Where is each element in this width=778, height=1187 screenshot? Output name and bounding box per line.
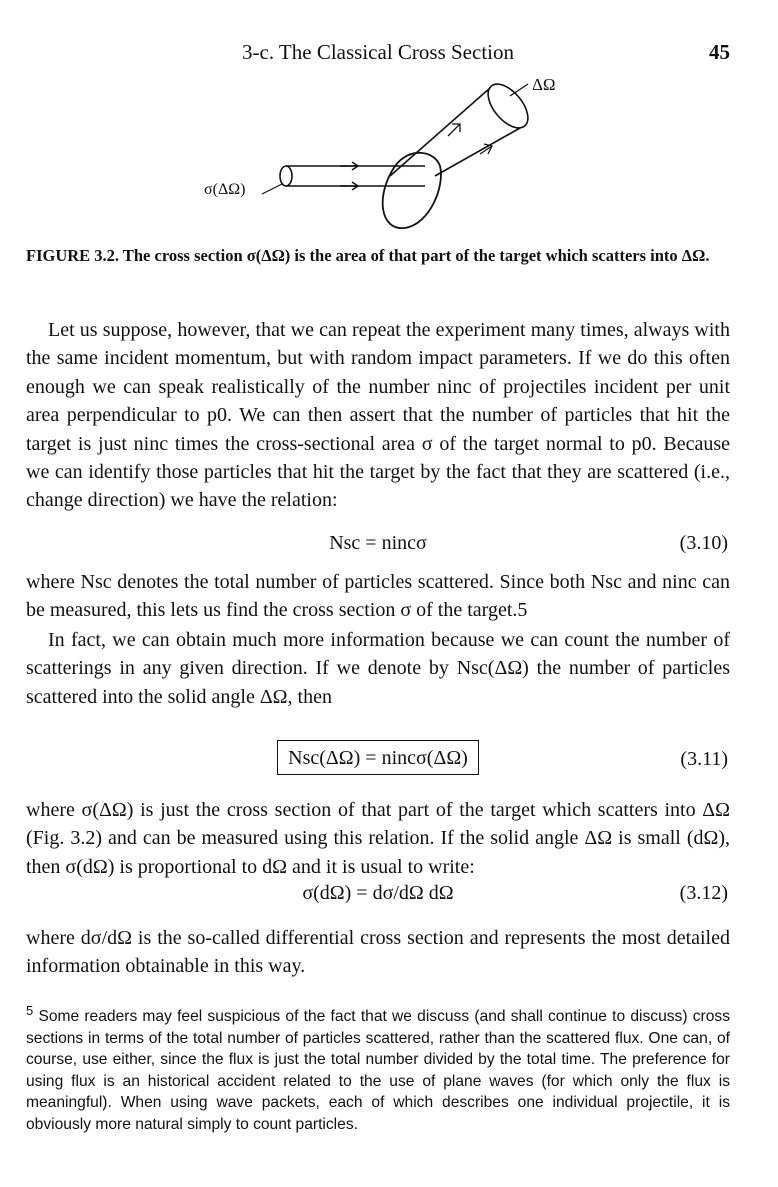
paragraph-1 <box>26 316 730 515</box>
paragraph-1-text: Let us suppose, however, that we can repeat the experiment many times, always with the same incident momentum, but with random impact parameters. If we do this often enough we can speak realistically of the number ninc of projectiles incident per unit area perpendicular to p0. We can then assert that the number of particles that hit the target is just ninc times the cross-sectional area σ of the target normal to p0. Because we can identify those particles that hit the target by the fact that they are scattered (i.e., change direction) we have the relation: <box>26 319 730 512</box>
pointer-cross-section <box>262 184 282 194</box>
equation-3-12-body: σ(dΩ) = dσ/dΩ dΩ <box>302 882 454 904</box>
section-title: 3-c. The Classical Cross Section <box>242 40 514 64</box>
footnote-marker: 5 <box>26 1003 34 1018</box>
label-solid-angle: ΔΩ <box>532 75 556 94</box>
paragraph-5 <box>26 924 730 981</box>
equation-3-11-number: (3.11) <box>680 748 728 770</box>
paragraph-4-text: where σ(ΔΩ) is just the cross section of that part of the target which scatters into ΔΩ (Fig. 3.2) and can be measured using this relation. If the solid angle ΔΩ is small (dΩ), then σ(dΩ) is proportional to dΩ and it is usual to write: <box>26 799 730 878</box>
label-cross-section: σ(ΔΩ) <box>204 181 246 198</box>
equation-3-11 <box>26 740 730 786</box>
equation-3-10-number: (3.10) <box>679 532 728 554</box>
footnote-text: Some readers may feel suspicious of the fact that we discuss (and shall continue to discuss) cross sections in terms of the total number of particles scattered, rather than the scattered flux. One can, of course, use either, since the flux is just the total number divided by the total time. The preference for using flux is an historical accident related to the use of plane waves (for which only the flux is meaningful). When using wave packets, each of which describes one individual projectile, it is obviously more natural simply to count particles. <box>26 1008 730 1133</box>
paragraph-2-text: where Nsc denotes the total number of particles scattered. Since both Nsc and ninc can be measured, this lets us find the cross section σ of the target.5 <box>26 571 730 622</box>
paragraph-4 <box>26 796 730 881</box>
scatter-arrow-1 <box>448 124 460 136</box>
figure-3-2 <box>190 66 570 236</box>
target-shape <box>383 153 441 228</box>
beam-arrow-1 <box>340 162 358 170</box>
beam-tube-end <box>280 166 292 186</box>
running-header <box>26 40 730 66</box>
cone-line-upper <box>390 88 490 176</box>
paragraph-3 <box>26 626 730 711</box>
paragraph-5-text: where dσ/dΩ is the so-called differential cross section and represents the most detailed information obtainable in this way. <box>26 927 730 978</box>
cone-end-ellipse <box>481 77 536 135</box>
equation-3-11-wrapper <box>26 740 730 775</box>
footnote <box>26 1000 730 1135</box>
equation-3-10-body: Nsc = nincσ <box>329 532 427 554</box>
beam-arrow-2 <box>340 182 358 190</box>
figure-caption: FIGURE 3.2. The cross section σ(ΔΩ) is the area of that part of the target which scatters into ΔΩ. <box>26 246 710 265</box>
equation-3-10 <box>26 532 730 572</box>
page-number: 45 <box>709 40 730 64</box>
paragraph-3-text: In fact, we can obtain much more information because we can count the number of scatterings in any given direction. If we denote by Nsc(ΔΩ) the number of particles scattered into the solid angle ΔΩ, then <box>26 629 730 708</box>
equation-3-11-box: Nsc(ΔΩ) = nincσ(ΔΩ) <box>277 740 479 775</box>
cone-line-lower <box>435 128 520 176</box>
equation-3-12-number: (3.12) <box>679 882 728 904</box>
paragraph-2 <box>26 568 730 625</box>
